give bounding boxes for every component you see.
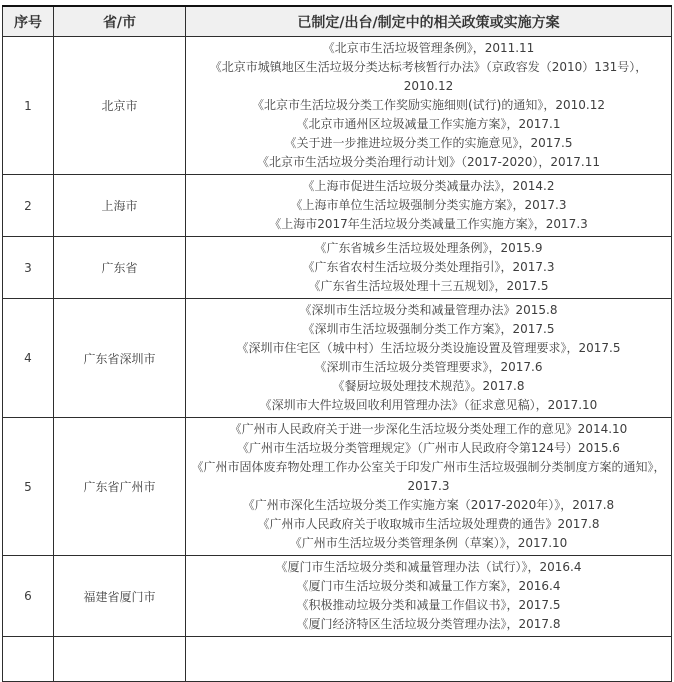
policy-line: 《上海市促进生活垃圾分类减量办法》，2014.2 bbox=[302, 179, 555, 193]
policy-table-page bbox=[0, 5, 674, 631]
region-cell: 广东省深圳市 bbox=[54, 299, 186, 418]
policy-line: 《上海市单位生活垃圾强制分类实施方案》，2017.3 bbox=[290, 198, 567, 212]
region-cell: 广东省广州市 bbox=[54, 418, 186, 556]
region-cell: 北京市 bbox=[54, 37, 186, 175]
policy-table-header bbox=[3, 6, 672, 37]
policy-line: 《北京市城镇地区生活垃圾分类达标考核暂行办法》（京政容发（2010）131号），2010.12 bbox=[209, 60, 648, 93]
policy-line: 《广东省生活垃圾处理十三五规划》，2017.5 bbox=[308, 279, 549, 293]
region-cell bbox=[54, 637, 186, 682]
policy-line: 《北京市生活垃圾管理条例》，2011.11 bbox=[322, 41, 535, 55]
policy-line: 《广州市生活垃圾分类管理条例（草案）》，2017.10 bbox=[289, 536, 568, 550]
policy-line: 《深圳市住宅区（城中村）生活垃圾分类设施设置及管理要求》，2017.5 bbox=[236, 341, 621, 355]
policy-line: 《广州市深化生活垃圾分类工作实施方案（2017-2020年）》，2017.8 bbox=[242, 498, 615, 512]
table-row bbox=[3, 175, 672, 237]
policy-line: 《深圳市生活垃圾分类和减量管理办法》2015.8 bbox=[299, 303, 558, 317]
policy-line: 《广东省农村生活垃圾分类处理指引》，2017.3 bbox=[302, 260, 555, 274]
policies-cell bbox=[186, 237, 672, 299]
policy-line: 《厦门经济特区生活垃圾分类管理办法》，2017.8 bbox=[296, 617, 561, 631]
policy-line: 《北京市通州区垃圾减量工作实施方案》，2017.1 bbox=[296, 117, 561, 131]
policy-line: 《广州市人民政府关于收取城市生活垃圾处理费的通告》2017.8 bbox=[257, 517, 600, 531]
policy-table-body bbox=[3, 37, 672, 682]
row-number-cell: 6 bbox=[3, 556, 54, 637]
policy-line: 《厦门市生活垃圾分类和减量工作方案》，2016.4 bbox=[296, 579, 561, 593]
policies-cell bbox=[186, 37, 672, 175]
policies-cell bbox=[186, 418, 672, 556]
table-row bbox=[3, 237, 672, 299]
policy-line: 《深圳市生活垃圾强制分类工作方案》，2017.5 bbox=[302, 322, 555, 336]
policy-line: 《餐厨垃圾处理技术规范》。2017.8 bbox=[332, 379, 525, 393]
header-row bbox=[3, 6, 672, 37]
table-row bbox=[3, 299, 672, 418]
row-number-cell: 1 bbox=[3, 37, 54, 175]
policy-line: 《积极推动垃圾分类和减量工作倡议书》，2017.5 bbox=[296, 598, 561, 612]
policy-line: 《广州市人民政府关于进一步深化生活垃圾分类处理工作的意见》2014.10 bbox=[229, 422, 628, 436]
policy-line: 《广州市固体废弃物处理工作办公室关于印发广州市生活垃圾强制分类制度方案的通知》，2017.3 bbox=[191, 460, 666, 493]
row-number-cell: 2 bbox=[3, 175, 54, 237]
policy-line: 《深圳市生活垃圾分类管理要求》，2017.6 bbox=[314, 360, 543, 374]
header-cell-region: 省/市 bbox=[54, 6, 186, 37]
region-cell: 福建省厦门市 bbox=[54, 556, 186, 637]
table-row-partial bbox=[3, 637, 672, 682]
region-cell: 广东省 bbox=[54, 237, 186, 299]
policy-line: 《上海市2017年生活垃圾分类减量工作实施方案》，2017.3 bbox=[269, 217, 588, 231]
policy-line: 《广东省城乡生活垃圾处理条例》，2015.9 bbox=[314, 241, 543, 255]
policy-line: 《北京市生活垃圾分类工作奖励实施细则(试行)的通知》，2010.12 bbox=[252, 98, 605, 112]
header-cell-number: 序号 bbox=[3, 6, 54, 37]
policy-line: 《深圳市大件垃圾回收利用管理办法》（征求意见稿），2017.10 bbox=[259, 398, 598, 412]
row-number-cell: 4 bbox=[3, 299, 54, 418]
policy-line: 《北京市生活垃圾分类治理行动计划》（2017-2020），2017.11 bbox=[256, 155, 601, 169]
policy-line: 《关于进一步推进垃圾分类工作的实施意见》，2017.5 bbox=[284, 136, 573, 150]
policies-cell bbox=[186, 637, 672, 682]
row-number-cell: 3 bbox=[3, 237, 54, 299]
header-cell-policies: 已制定/出台/制定中的相关政策或实施方案 bbox=[186, 6, 672, 37]
row-number-cell bbox=[3, 637, 54, 682]
table-row bbox=[3, 418, 672, 556]
policy-line: 《厦门市生活垃圾分类和减量管理办法（试行）》，2016.4 bbox=[275, 560, 582, 574]
policy-table bbox=[2, 5, 672, 682]
row-number-cell: 5 bbox=[3, 418, 54, 556]
policy-line: 《广州市生活垃圾分类管理规定》（广州市人民政府令第124号）2015.6 bbox=[237, 441, 620, 455]
region-cell: 上海市 bbox=[54, 175, 186, 237]
policies-cell bbox=[186, 556, 672, 637]
table-row bbox=[3, 556, 672, 637]
policies-cell bbox=[186, 299, 672, 418]
table-row bbox=[3, 37, 672, 175]
policies-cell bbox=[186, 175, 672, 237]
